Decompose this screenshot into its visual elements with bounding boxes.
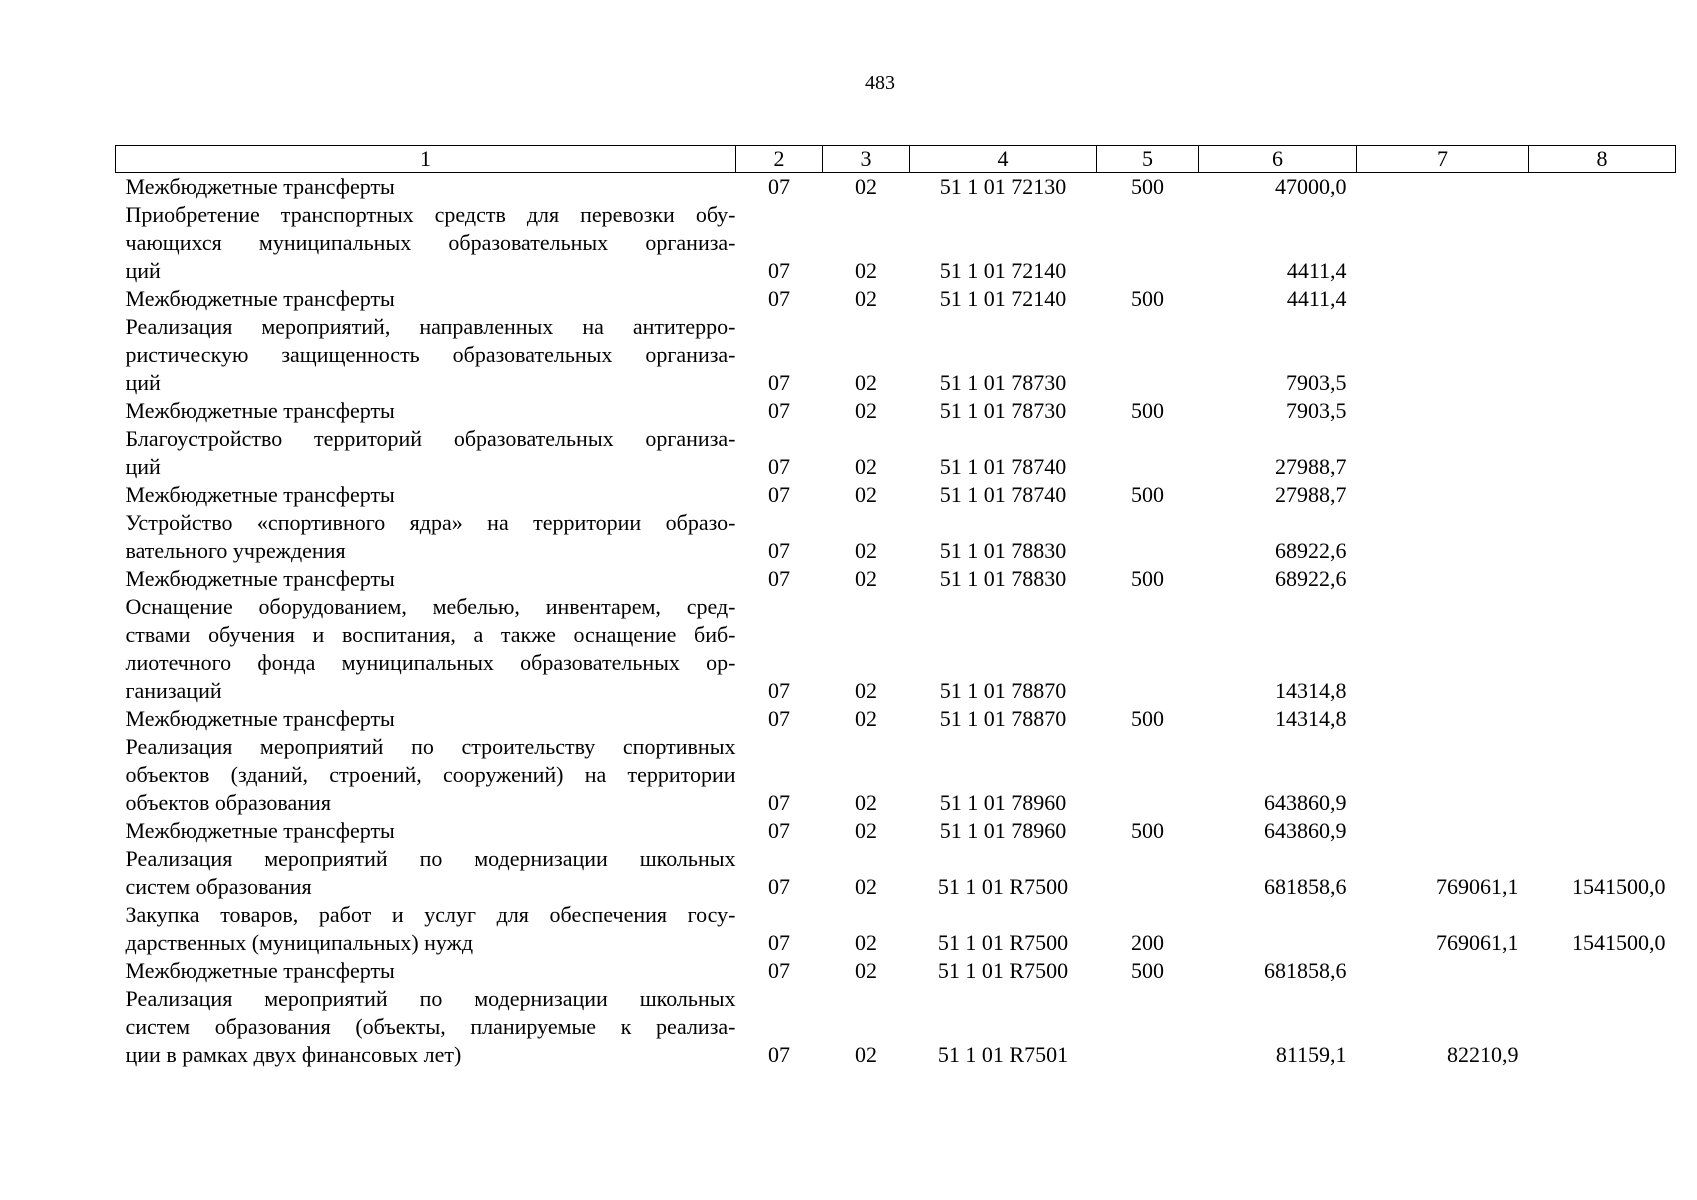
table-row: [116, 901, 1676, 957]
table-row: [116, 201, 1676, 285]
amount-year3-cell: [1529, 565, 1676, 593]
amount-year3-cell: 1541500,0: [1572, 930, 1666, 955]
amount-year3-cell: [1529, 957, 1676, 985]
row-name-line: ций: [125, 258, 161, 283]
amount-year2-cell: [1357, 509, 1529, 565]
amount-year2-cell: [1357, 817, 1529, 845]
section-code-cell: 07: [768, 958, 790, 983]
row-name-line: Межбюджетные трансферты: [125, 398, 395, 423]
subsection-code-cell: 02: [855, 874, 877, 899]
amount-year1-cell: 643860,9: [1264, 818, 1347, 843]
amount-year1-cell: 14314,8: [1275, 678, 1347, 703]
target-item-code-cell: 51 1 01 78730: [939, 398, 1067, 423]
section-code-cell: 07: [768, 566, 790, 591]
row-name-line: дарственных (муниципальных) нужд: [125, 930, 474, 955]
section-code-cell: 07: [768, 286, 790, 311]
row-name-line: чающихся муниципальных образовательных организа-: [125, 230, 736, 255]
row-name-cell: [116, 397, 736, 425]
amount-year2-cell: 82210,9: [1447, 1042, 1519, 1067]
amount-year1-cell: [1199, 901, 1357, 957]
budget-table: [115, 145, 1676, 1069]
expense-type-cell: 500: [1131, 958, 1164, 983]
row-name-line: Устройство «спортивного ядра» на территории образо-: [125, 510, 736, 535]
table-body: [116, 173, 1676, 1070]
section-code-cell: 07: [768, 482, 790, 507]
table-row: [116, 481, 1676, 509]
amount-year3-cell: [1529, 397, 1676, 425]
target-item-code-cell: 51 1 01 78740: [939, 482, 1067, 507]
subsection-code-cell: 02: [855, 678, 877, 703]
section-code-cell: 07: [768, 818, 790, 843]
amount-year3-cell: [1529, 509, 1676, 565]
row-name-line: Благоустройство территорий образовательных организа-: [125, 426, 736, 451]
row-name-line: Оснащение оборудованием, мебелью, инвентарем, сред-: [125, 594, 736, 619]
row-name-line: Реализация мероприятий, направленных на антитерро-: [125, 314, 736, 339]
amount-year1-cell: 68922,6: [1275, 538, 1347, 563]
row-name-line: Межбюджетные трансферты: [125, 174, 395, 199]
target-item-code-cell: 51 1 01 78730: [939, 370, 1067, 395]
row-name-line: систем образования: [125, 874, 312, 899]
target-item-code-cell: 51 1 01 78870: [939, 678, 1067, 703]
expense-type-cell: 500: [1131, 706, 1164, 731]
amount-year3-cell: [1529, 705, 1676, 733]
amount-year2-cell: [1357, 733, 1529, 817]
subsection-code-cell: 02: [855, 258, 877, 283]
amount-year2-cell: 769061,1: [1436, 874, 1519, 899]
row-name-line: систем образования (объекты, планируемые к реализа-: [125, 1014, 736, 1039]
table-row: [116, 705, 1676, 733]
row-name-line: вательного учреждения: [125, 538, 346, 563]
amount-year3-cell: [1529, 285, 1676, 313]
row-name-line: Реализация мероприятий по строительству спортивных: [125, 734, 736, 759]
row-name-line: ции в рамках двух финансовых лет): [125, 1042, 462, 1067]
row-name-cell: [116, 705, 736, 733]
column-header: 3: [823, 146, 910, 173]
section-code-cell: 07: [768, 370, 790, 395]
amount-year1-cell: 47000,0: [1275, 174, 1347, 199]
table-row: [116, 509, 1676, 565]
subsection-code-cell: 02: [855, 818, 877, 843]
amount-year1-cell: 7903,5: [1286, 398, 1347, 423]
row-name-line: Реализация мероприятий по модернизации школьных: [125, 986, 736, 1011]
target-item-code-cell: 51 1 01 78830: [939, 566, 1067, 591]
expense-type-cell: 500: [1131, 398, 1164, 423]
row-name-cell: [116, 285, 736, 313]
target-item-code-cell: 51 1 01 R7500: [937, 874, 1069, 899]
row-name-line: Межбюджетные трансферты: [125, 958, 395, 983]
target-item-code-cell: 51 1 01 78870: [939, 706, 1067, 731]
expense-type-cell: [1097, 509, 1199, 565]
amount-year3-cell: [1529, 481, 1676, 509]
row-name-line: Межбюджетные трансферты: [125, 706, 395, 731]
expense-type-cell: [1097, 733, 1199, 817]
row-name-line: ристическую защищенность образовательных организа-: [125, 342, 736, 367]
table-row: [116, 985, 1676, 1069]
row-name-line: ствами обучения и воспитания, а также оснащение биб-: [125, 622, 736, 647]
column-header: 7: [1357, 146, 1529, 173]
section-code-cell: 07: [768, 1042, 790, 1067]
row-name-line: Межбюджетные трансферты: [125, 818, 395, 843]
expense-type-cell: [1097, 593, 1199, 705]
table-row: [116, 957, 1676, 985]
row-name-cell: [116, 817, 736, 845]
amount-year1-cell: 681858,6: [1264, 958, 1347, 983]
amount-year1-cell: 643860,9: [1264, 790, 1347, 815]
column-header: 5: [1097, 146, 1199, 173]
table-row: [116, 285, 1676, 313]
target-item-code-cell: 51 1 01 78740: [939, 454, 1067, 479]
section-code-cell: 07: [768, 398, 790, 423]
amount-year3-cell: [1529, 313, 1676, 397]
column-header: 8: [1529, 146, 1676, 173]
expense-type-cell: [1097, 845, 1199, 901]
section-code-cell: 07: [768, 678, 790, 703]
section-code-cell: 07: [768, 538, 790, 563]
section-code-cell: 07: [768, 874, 790, 899]
section-code-cell: 07: [768, 174, 790, 199]
target-item-code-cell: 51 1 01 R7500: [937, 958, 1069, 983]
row-name-cell: [116, 313, 736, 397]
row-name-cell: [116, 425, 736, 481]
column-header: 1: [116, 146, 736, 173]
amount-year3-cell: [1529, 817, 1676, 845]
expense-type-cell: 500: [1131, 566, 1164, 591]
amount-year3-cell: [1529, 173, 1676, 202]
section-code-cell: 07: [768, 454, 790, 479]
target-item-code-cell: 51 1 01 R7501: [937, 1042, 1069, 1067]
amount-year2-cell: [1357, 565, 1529, 593]
row-name-line: ганизаций: [125, 678, 222, 703]
amount-year1-cell: 68922,6: [1275, 566, 1347, 591]
column-header: 4: [910, 146, 1097, 173]
amount-year2-cell: [1357, 313, 1529, 397]
section-code-cell: 07: [768, 258, 790, 283]
amount-year3-cell: [1529, 425, 1676, 481]
expense-type-cell: 500: [1131, 482, 1164, 507]
row-name-line: Межбюджетные трансферты: [125, 482, 395, 507]
subsection-code-cell: 02: [855, 958, 877, 983]
row-name-cell: [116, 509, 736, 565]
target-item-code-cell: 51 1 01 78830: [939, 538, 1067, 563]
amount-year2-cell: [1357, 285, 1529, 313]
expense-type-cell: 500: [1131, 818, 1164, 843]
subsection-code-cell: 02: [855, 174, 877, 199]
section-code-cell: 07: [768, 790, 790, 815]
row-name-cell: [116, 901, 736, 957]
table-row: [116, 313, 1676, 397]
row-name-line: ций: [125, 454, 161, 479]
amount-year3-cell: 1541500,0: [1572, 874, 1666, 899]
row-name-cell: [116, 957, 736, 985]
expense-type-cell: [1097, 425, 1199, 481]
section-code-cell: 07: [768, 930, 790, 955]
column-header: 6: [1199, 146, 1357, 173]
table-row: [116, 397, 1676, 425]
row-name-line: Закупка товаров, работ и услуг для обеспечения госу-: [125, 902, 736, 927]
amount-year1-cell: 4411,4: [1286, 286, 1347, 311]
page-number: 483: [865, 72, 895, 94]
row-name-cell: [116, 201, 736, 285]
subsection-code-cell: 02: [855, 370, 877, 395]
target-item-code-cell: 51 1 01 R7500: [937, 930, 1069, 955]
amount-year2-cell: [1357, 593, 1529, 705]
expense-type-cell: 500: [1131, 286, 1164, 311]
subsection-code-cell: 02: [855, 538, 877, 563]
row-name-cell: [116, 565, 736, 593]
amount-year2-cell: [1357, 425, 1529, 481]
table-row: [116, 425, 1676, 481]
amount-year2-cell: [1357, 481, 1529, 509]
row-name-line: лиотечного фонда муниципальных образовательных ор-: [125, 650, 736, 675]
table-header-row: [116, 146, 1676, 173]
subsection-code-cell: 02: [855, 790, 877, 815]
amount-year3-cell: [1529, 733, 1676, 817]
amount-year1-cell: 14314,8: [1275, 706, 1347, 731]
row-name-cell: [116, 733, 736, 817]
amount-year1-cell: 27988,7: [1275, 482, 1347, 507]
table-row: [116, 173, 1676, 202]
table-row: [116, 845, 1676, 901]
row-name-line: Приобретение транспортных средств для перевозки обу-: [125, 202, 736, 227]
subsection-code-cell: 02: [855, 706, 877, 731]
amount-year1-cell: 7903,5: [1286, 370, 1347, 395]
amount-year1-cell: 81159,1: [1275, 1042, 1347, 1067]
amount-year2-cell: [1357, 201, 1529, 285]
subsection-code-cell: 02: [855, 1042, 877, 1067]
row-name-line: Межбюджетные трансферты: [125, 566, 395, 591]
expense-type-cell: [1097, 313, 1199, 397]
subsection-code-cell: 02: [855, 286, 877, 311]
row-name-line: Межбюджетные трансферты: [125, 286, 395, 311]
amount-year3-cell: [1529, 985, 1676, 1069]
row-name-cell: [116, 173, 736, 202]
row-name-cell: [116, 985, 736, 1069]
target-item-code-cell: 51 1 01 78960: [939, 818, 1067, 843]
amount-year2-cell: [1357, 957, 1529, 985]
row-name-line: объектов образования: [125, 790, 331, 815]
section-code-cell: 07: [768, 706, 790, 731]
amount-year3-cell: [1529, 201, 1676, 285]
expense-type-cell: [1097, 201, 1199, 285]
row-name-cell: [116, 593, 736, 705]
target-item-code-cell: 51 1 01 72130: [939, 174, 1067, 199]
subsection-code-cell: 02: [855, 454, 877, 479]
expense-type-cell: 200: [1131, 930, 1164, 955]
target-item-code-cell: 51 1 01 72140: [939, 258, 1067, 283]
amount-year2-cell: 769061,1: [1436, 930, 1519, 955]
row-name-line: объектов (зданий, строений, сооружений) на территории: [125, 762, 736, 787]
expense-type-cell: [1097, 985, 1199, 1069]
expense-type-cell: 500: [1131, 174, 1164, 199]
row-name-cell: [116, 845, 736, 901]
amount-year3-cell: [1529, 593, 1676, 705]
table-row: [116, 565, 1676, 593]
amount-year2-cell: [1357, 705, 1529, 733]
amount-year1-cell: 681858,6: [1264, 874, 1347, 899]
column-header: 2: [736, 146, 823, 173]
amount-year1-cell: 27988,7: [1275, 454, 1347, 479]
amount-year2-cell: [1357, 173, 1529, 202]
row-name-line: Реализация мероприятий по модернизации школьных: [125, 846, 736, 871]
subsection-code-cell: 02: [855, 398, 877, 423]
table-row: [116, 593, 1676, 705]
amount-year1-cell: 4411,4: [1286, 258, 1347, 283]
subsection-code-cell: 02: [855, 482, 877, 507]
amount-year2-cell: [1357, 397, 1529, 425]
subsection-code-cell: 02: [855, 930, 877, 955]
table-row: [116, 817, 1676, 845]
subsection-code-cell: 02: [855, 566, 877, 591]
target-item-code-cell: 51 1 01 78960: [939, 790, 1067, 815]
row-name-cell: [116, 481, 736, 509]
target-item-code-cell: 51 1 01 72140: [939, 286, 1067, 311]
table-row: [116, 733, 1676, 817]
row-name-line: ций: [125, 370, 161, 395]
